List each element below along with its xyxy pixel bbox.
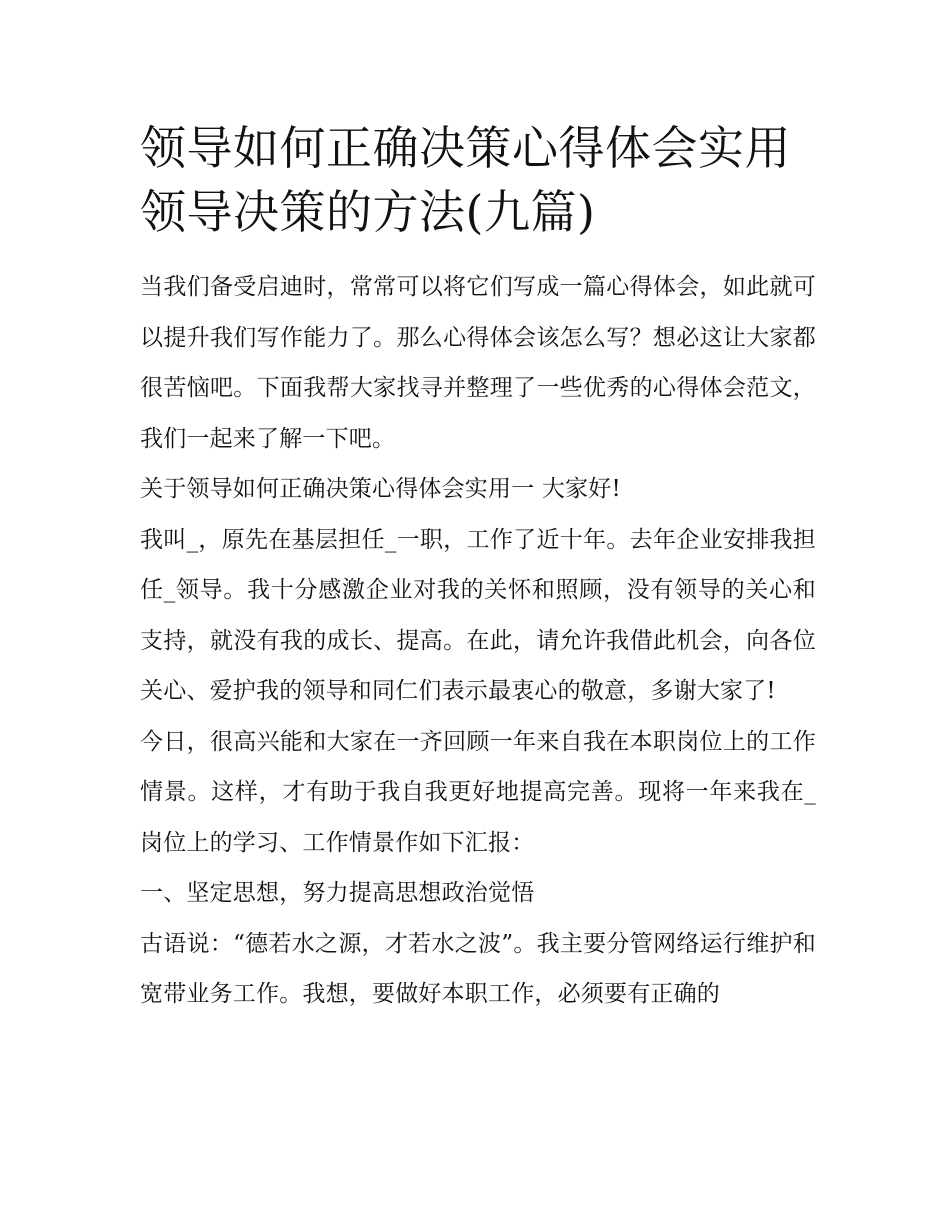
paragraph-self-introduction: 我叫_，原先在基层担任_一职，工作了近十年。去年企业安排我担任_领导。我十分感激企业对我的关怀和照顾，没有领导的关心和支持，就没有我的成长、提高。在此，请允许我借此机会，向各位关心、爱护我的领导和同仁们表示最衷心的敬意，多谢大家了! <box>140 526 816 704</box>
paragraph-subheading: 一、坚定思想，努力提高思想政治觉悟 <box>140 880 535 906</box>
document-page <box>140 116 816 1020</box>
paragraph-intro: 当我们备受启迪时，常常可以将它们写成一篇心得体会，如此就可以提升我们写作能力了。那么心得体会该怎么写？想必这让大家都很苦恼吧。下面我帮大家找寻并整理了一些优秀的心得体会范文，我们一起来了解一下吧。 <box>140 274 816 452</box>
document-body <box>140 262 816 1020</box>
paragraph-section-heading: 关于领导如何正确决策心得体会实用一 大家好! <box>140 476 621 502</box>
paragraph-quote: 古语说：“德若水之源，才若水之波”。我主要分管网络运行维护和宽带业务工作。我想，要做好本职工作，必须要有正确的 <box>140 930 816 1007</box>
paragraph-review: 今日，很高兴能和大家在一齐回顾一年来自我在本职岗位上的工作情景。这样，才有助于我自我更好地提高完善。现将一年来我在_岗位上的学习、工作情景作如下汇报： <box>140 728 816 856</box>
document-title: 领导如何正确决策心得体会实用 领导决策的方法(九篇) <box>140 121 791 239</box>
